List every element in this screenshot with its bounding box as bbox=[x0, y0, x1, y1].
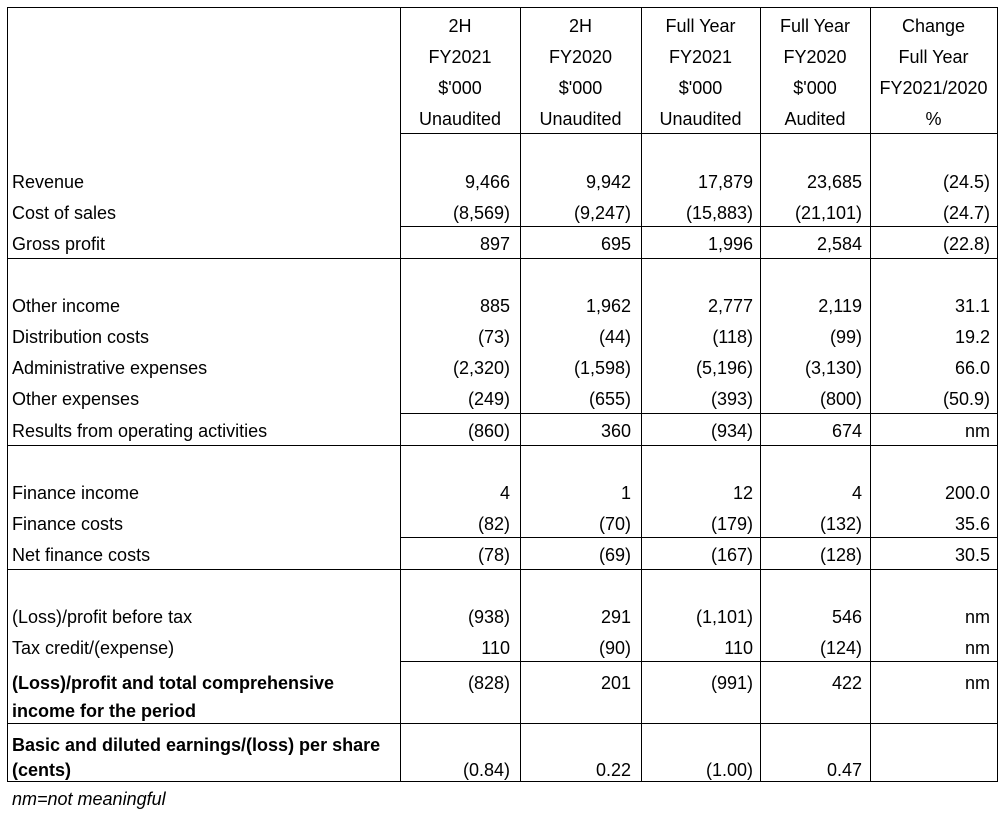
table-column-rule bbox=[870, 7, 871, 782]
cell-value: nm bbox=[964, 607, 990, 627]
row-label: Tax credit/(expense) bbox=[12, 638, 175, 658]
column-header-line: Full Year bbox=[779, 16, 851, 36]
cell-value: 31.1 bbox=[954, 296, 990, 316]
cell-value: (99) bbox=[829, 327, 862, 347]
cell-value: (78) bbox=[477, 545, 510, 565]
column-header-line: FY2020 bbox=[548, 47, 613, 67]
cell-value: 546 bbox=[831, 607, 862, 627]
table-rule bbox=[7, 258, 998, 259]
row-label: Cost of sales bbox=[12, 203, 117, 223]
cell-value: (132) bbox=[819, 514, 862, 534]
row-label: Distribution costs bbox=[12, 327, 150, 347]
table-rule bbox=[7, 7, 998, 8]
cell-value: (82) bbox=[477, 514, 510, 534]
column-header-line: $'000 bbox=[793, 78, 837, 98]
cell-value: (70) bbox=[598, 514, 631, 534]
cell-value: (1.00) bbox=[705, 760, 753, 780]
row-label: Revenue bbox=[12, 172, 85, 192]
table-rule bbox=[400, 537, 998, 538]
table-rule bbox=[400, 661, 998, 662]
cell-value: (73) bbox=[477, 327, 510, 347]
cell-value: nm bbox=[964, 421, 990, 441]
column-header-line: Unaudited bbox=[539, 109, 622, 129]
cell-value: 66.0 bbox=[954, 358, 990, 378]
row-label-continued: (cents) bbox=[12, 760, 72, 780]
row-label-continued: income for the period bbox=[12, 701, 197, 721]
row-label: Basic and diluted earnings/(loss) per share bbox=[12, 735, 381, 755]
cell-value: 30.5 bbox=[954, 545, 990, 565]
cell-value: nm bbox=[964, 638, 990, 658]
cell-value: 1 bbox=[620, 483, 631, 503]
cell-value: (828) bbox=[467, 673, 510, 693]
cell-value: 12 bbox=[732, 483, 753, 503]
table-rule bbox=[400, 226, 998, 227]
cell-value: (90) bbox=[598, 638, 631, 658]
cell-value: 17,879 bbox=[697, 172, 753, 192]
row-label: Other expenses bbox=[12, 389, 140, 409]
cell-value: (249) bbox=[467, 389, 510, 409]
cell-value: 674 bbox=[831, 421, 862, 441]
table-rule bbox=[400, 413, 998, 414]
cell-value: (800) bbox=[819, 389, 862, 409]
cell-value: (167) bbox=[710, 545, 753, 565]
cell-value: 19.2 bbox=[954, 327, 990, 347]
row-label: Finance costs bbox=[12, 514, 124, 534]
column-header-line: Unaudited bbox=[418, 109, 502, 129]
cell-value: 35.6 bbox=[954, 514, 990, 534]
column-header-line: $'000 bbox=[438, 78, 482, 98]
cell-value: (179) bbox=[710, 514, 753, 534]
cell-value: (991) bbox=[710, 673, 753, 693]
column-header-line: Change bbox=[901, 16, 966, 36]
cell-value: (938) bbox=[467, 607, 510, 627]
cell-value: (934) bbox=[710, 421, 753, 441]
table-column-rule bbox=[7, 7, 8, 782]
table-rule bbox=[7, 445, 998, 446]
cell-value: 1,996 bbox=[707, 234, 753, 254]
column-header-line: Unaudited bbox=[659, 109, 742, 129]
table-column-rule bbox=[641, 7, 642, 782]
table-rule bbox=[7, 781, 998, 782]
row-label: Gross profit bbox=[12, 234, 106, 254]
cell-value: (5,196) bbox=[695, 358, 753, 378]
cell-value: 4 bbox=[851, 483, 862, 503]
cell-value: (3,130) bbox=[804, 358, 862, 378]
cell-value: (118) bbox=[712, 327, 753, 347]
column-header-line: Full Year bbox=[898, 47, 969, 67]
row-label: (Loss)/profit and total comprehensive bbox=[12, 673, 335, 693]
table-rule bbox=[400, 133, 998, 134]
cell-value: 110 bbox=[481, 638, 510, 658]
cell-value: (393) bbox=[710, 389, 753, 409]
cell-value: 422 bbox=[831, 673, 862, 693]
column-header-line: 2H bbox=[448, 16, 472, 36]
column-header-line: $'000 bbox=[558, 78, 603, 98]
cell-value: 23,685 bbox=[806, 172, 862, 192]
table-rule bbox=[7, 569, 998, 570]
cell-value: 885 bbox=[479, 296, 510, 316]
column-header-line: FY2020 bbox=[783, 47, 847, 67]
cell-value: (9,247) bbox=[573, 203, 631, 223]
column-header-line: % bbox=[925, 109, 942, 129]
cell-value: (69) bbox=[598, 545, 631, 565]
table-column-rule bbox=[760, 7, 761, 782]
cell-value: 201 bbox=[600, 673, 631, 693]
column-header-line: FY2021/2020 bbox=[879, 78, 988, 98]
cell-value: 9,942 bbox=[585, 172, 631, 192]
table-column-rule bbox=[997, 7, 998, 782]
cell-value: (24.5) bbox=[942, 172, 990, 192]
row-label: Results from operating activities bbox=[12, 421, 268, 441]
cell-value: nm bbox=[964, 673, 990, 693]
cell-value: 291 bbox=[600, 607, 631, 627]
cell-value: 897 bbox=[479, 234, 510, 254]
row-label: Finance income bbox=[12, 483, 140, 503]
cell-value: (655) bbox=[588, 389, 631, 409]
cell-value: 360 bbox=[600, 421, 631, 441]
row-label: (Loss)/profit before tax bbox=[12, 607, 193, 627]
cell-value: (22.8) bbox=[942, 234, 990, 254]
column-header-line: Full Year bbox=[665, 16, 736, 36]
cell-value: (1,598) bbox=[573, 358, 631, 378]
cell-value: (860) bbox=[467, 421, 510, 441]
table-rule bbox=[7, 723, 998, 724]
cell-value: 4 bbox=[499, 483, 510, 503]
cell-value: (21,101) bbox=[794, 203, 862, 223]
cell-value: 9,466 bbox=[464, 172, 510, 192]
cell-value: (1,101) bbox=[695, 607, 753, 627]
cell-value: 2,584 bbox=[816, 234, 862, 254]
cell-value: (44) bbox=[598, 327, 631, 347]
cell-value: 695 bbox=[600, 234, 631, 254]
cell-value: 2,119 bbox=[818, 296, 862, 316]
cell-value: (124) bbox=[819, 638, 862, 658]
cell-value: (0.84) bbox=[462, 760, 510, 780]
cell-value: (8,569) bbox=[452, 203, 510, 223]
cell-value: (128) bbox=[819, 545, 862, 565]
cell-value: 1,962 bbox=[585, 296, 631, 316]
cell-value: 2,777 bbox=[707, 296, 753, 316]
cell-value: 0.22 bbox=[595, 760, 631, 780]
column-header-line: $'000 bbox=[678, 78, 723, 98]
cell-value: 110 bbox=[724, 638, 753, 658]
cell-value: (50.9) bbox=[942, 389, 990, 409]
cell-value: 0.47 bbox=[826, 760, 862, 780]
column-header-line: FY2021 bbox=[668, 47, 733, 67]
row-label: Net finance costs bbox=[12, 545, 151, 565]
cell-value: (15,883) bbox=[685, 203, 753, 223]
column-header-line: Audited bbox=[784, 109, 846, 129]
column-header-line: 2H bbox=[568, 16, 592, 36]
row-label: Other income bbox=[12, 296, 121, 316]
cell-value: (24.7) bbox=[942, 203, 990, 223]
table-column-rule bbox=[520, 7, 521, 782]
cell-value: 200.0 bbox=[944, 483, 990, 503]
column-header-line: FY2021 bbox=[428, 47, 492, 67]
table-column-rule bbox=[400, 7, 401, 782]
row-label: Administrative expenses bbox=[12, 358, 208, 378]
footnote: nm=not meaningful bbox=[12, 789, 166, 809]
cell-value: (2,320) bbox=[452, 358, 510, 378]
